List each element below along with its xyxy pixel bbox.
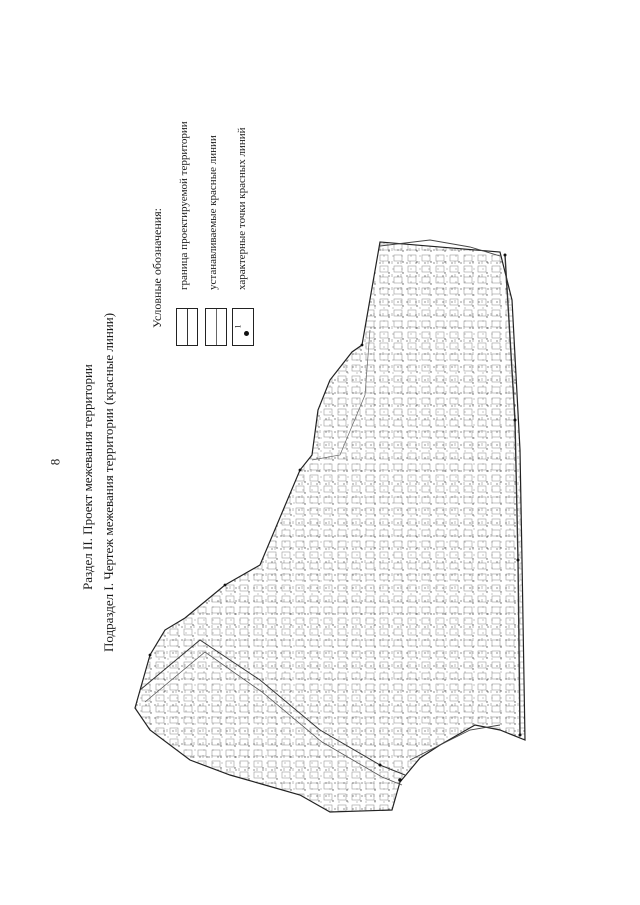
legend-label-points: характерные точки красных линий bbox=[236, 127, 248, 290]
legend-title: Условные обозначения: bbox=[150, 207, 164, 328]
legend-point-number: 1 bbox=[233, 324, 243, 329]
territory-fill bbox=[120, 230, 540, 830]
section-title: Раздел II. Проект межевания территории bbox=[80, 364, 95, 590]
subsection-title: Подраздел I. Чертеж межевания территории (красные линии) bbox=[101, 312, 116, 652]
page-number: 8 bbox=[47, 458, 63, 466]
legend-label-red-lines: устанавливаемые красные линии bbox=[207, 135, 219, 290]
legend-label-boundary: граница проектируемой территории bbox=[178, 121, 190, 290]
